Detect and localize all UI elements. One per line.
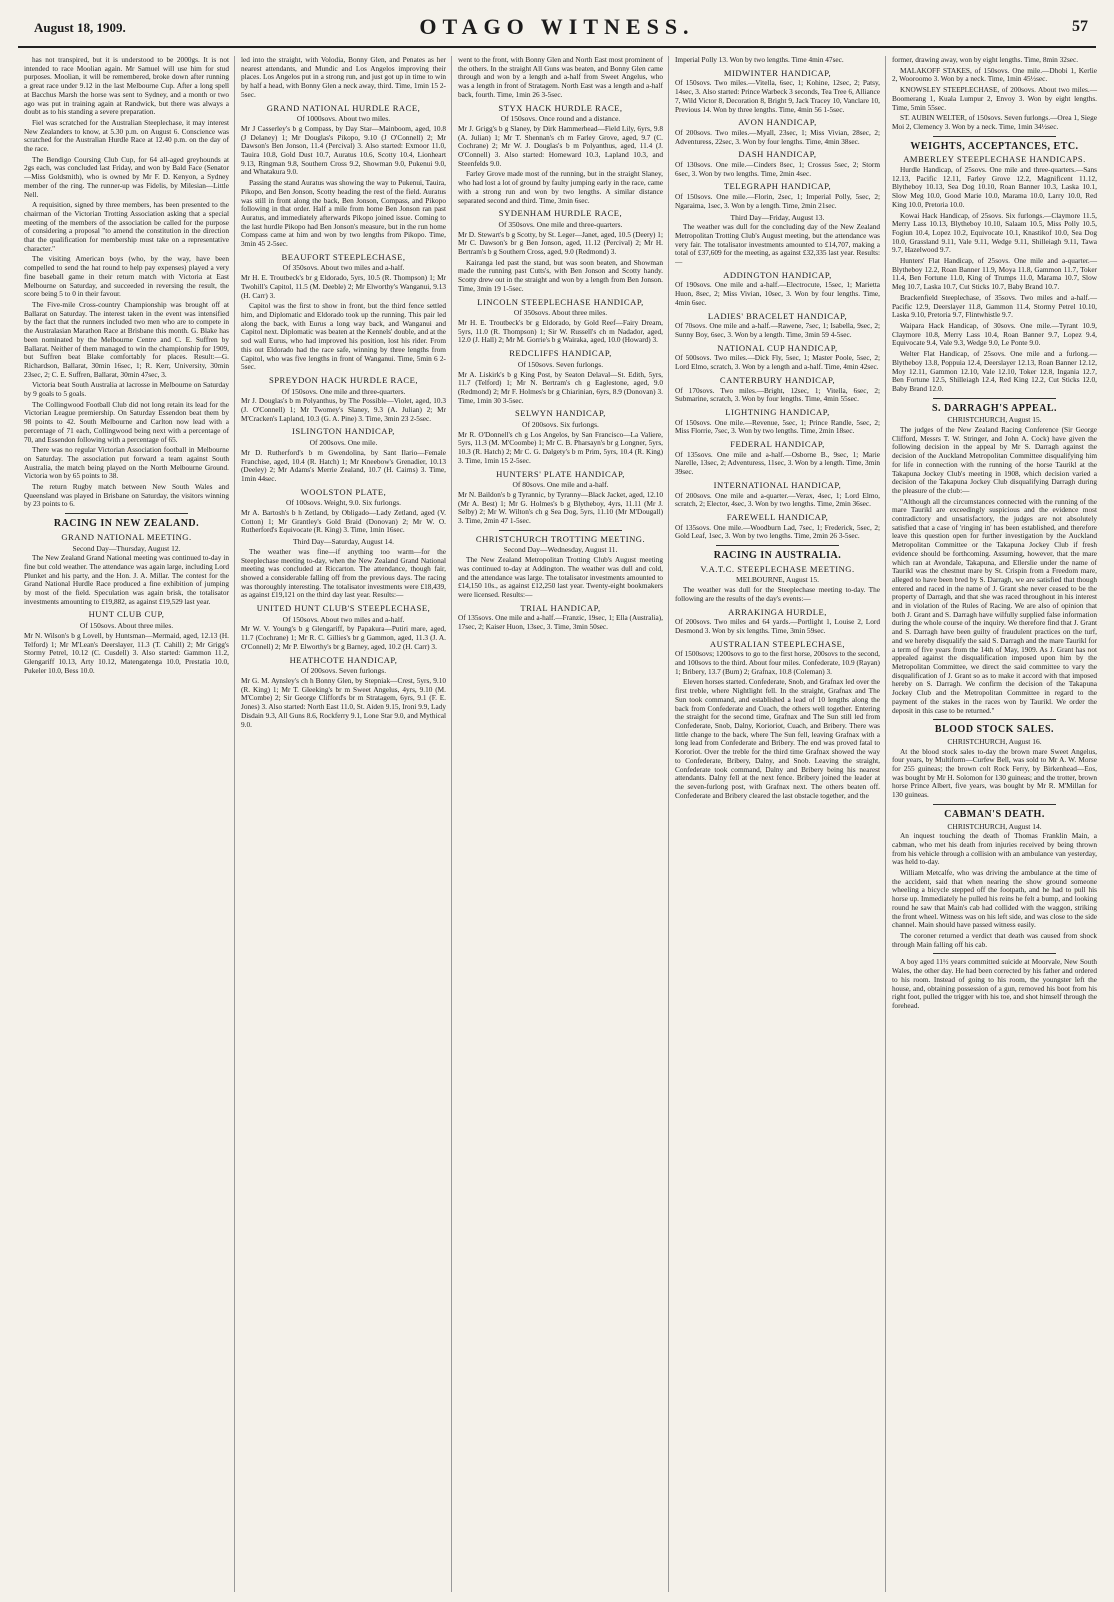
race-results: Of 200sovs. Two miles and 64 yards.—Portlight 1, Louise 2, Lord Desmond 3. Won by six lengths. Time, 3min 59sec. — [675, 617, 880, 635]
paragraph: The weather was dull for the Steeplechase meeting to-day. The following are the results of the day's events:— — [675, 585, 880, 603]
race-terms: Of 100sovs. Weight, 9.0. Six furlongs. — [285, 498, 402, 508]
paragraph: The Five-mile Cross-country Championship was brought off at Ballarat on Saturday. The interest taken in the event was intensified by the fact that the runners included two men who are to compete in the Australasian Marathon Race at Brisbane this month. G. Blake has been nominated by the Melbourne Centre and C. E. Suffren by Ballarat. Neither of them managed to win the championship for 1909, but Suffren beat Blake comfortably for places. Result:—G. Richardson, Ballarat, 30min 16sec, 1; R. Kerr, University, 30min 23sec, 2; C. E. Suffren, Ballarat, 30min 47sec, 3. — [24, 299, 229, 379]
paragraph: former, drawing away, won by eight lengths. Time, 8min 32sec. — [892, 56, 1079, 64]
section-heading: RACING IN AUSTRALIA. — [713, 550, 842, 562]
race-heading: TELEGRAPH HANDICAP, — [723, 181, 832, 192]
paragraph: The weather was fine—if anything too warm—for the Steeplechase meeting to-day, when the New Zealand Grand National meeting was concluded at Riccarton. The attendance, though fair, showed a considerable falling off from the previous days. The racing was thoroughly interesting. The totalisator investments were £18,439, as against £19,121 on the third day last year. Results:— — [241, 546, 446, 600]
paragraph: The return Rugby match between New South Wales and Queensland was played in Brisbane on Saturday, the visitors winning by 23 points to 6. — [24, 482, 229, 509]
dateline: Third Day—Friday, August 13. — [730, 212, 825, 222]
race-results: Of 500sovs. Two miles.—Dick Fly, 5sec, 1; Master Poole, 5sec, 2; Lord Elmo, scratch, 3. Won by a length and a-half. Time, 4min 42sec. — [675, 353, 880, 372]
race-results: Mr J Casserley's b g Compass, by Day Star—Mainboom, aged, 10.8 (J Delaney) 1; Mr Douglas's Pikopo, 9.10 (J O'Connell) 2; Mr Dawson's Ben Jonson, 11.4 (Percival) 3. Also started: Exmoor 11.0, Tauira 10.8, Gold Dust 10.7, Auratus 10.6, Scotty 10.4, Lionheart 9.13, Ringman 9.8, Southern Cross 9.2, Showman 9.0, Pukenui 9.0, and Whatakura 9.0. — [241, 123, 446, 177]
race-heading: REDCLIFFS HANDICAP, — [509, 348, 612, 359]
race-heading: HUNT CLUB CUP, — [88, 609, 165, 620]
divider — [933, 719, 1056, 720]
paragraph: The judges of the New Zealand Racing Conference (Sir George Clifford, Messrs T. W. Stringer, and John A. Cock) have given the following decision in the appeal by Mr S. Darragh against the decision of the Auckland Metropolitan Committee disqualifying him for life in connection with the running of the horse Taurikl at the Takapuna Jockey Club's meeting in 1908, which decision varied a decision of the Takapuna Jockey Club disqualifying Darragh during the pleasure of the club:— — [892, 425, 1097, 495]
paragraph: "Although all the circumstances connected with the running of the mare Taurikl are exceedingly suspicious and the evidence most contradictory and unsatisfactory, the judges are not absolutely satisfied that a case of 'ringing in' has been established, and therefore leave this question open for further investigation by the Auckland Metropolitan Committee or the Takapuna Jockey Club if fresh evidence should be forthcoming. Assuming, however, that the mare which ran at Avondale, Takapuna, and Ellerslie under the name of Taurikl was the chestnut mare by St. Crispin from a Freedom mare, alleged to have been bred by S. Darragh, we are satisfied that though entered and raced in the name of J. Grant she never ceased to be the property of Darragh, and that she was raced throughout in his interest and in violation of the Rules of Racing. We are also of opinion that both J. Grant and S. Darragh have wilfully supplied false information during the whole course of the inquiry. We therefore find that J. Grant and S. Darragh have been guilty of fraudulent practices on the turf, and we hereby disqualify the said S. Darragh and the mare Taurikl for a term of five years from the 14th of May, 1909. As J. Grant has not appealed against the disqualification imposed upon him by the Metropolitan Committee, we direct the said committee to vary the disqualification of J. Grant so as to make it accord with that imposed hereby on S. Darragh. We confirm the decision of the Takapuna Jockey Club and the Metropolitan Committee in regard to the payment of the stakes in the races won by Taurikl. We order the deposit in this case to be returned." — [892, 496, 1097, 715]
column-2 — [241, 56, 452, 1592]
race-terms: Of 150sovs. About three miles. — [79, 621, 174, 631]
column-3 — [458, 56, 669, 1592]
race-results: Mr H. E. Troutbeck's br g Eldorado, 5yrs, 10.5 (R. Thompson) 1; Mr Twohill's Capitol, 11.5 (M. Deeble) 2; Mr Elworthy's Wanganui, 9.13 (H. Carr) 3. — [241, 273, 446, 300]
race-heading: ARRAKINGA HURDLE, — [728, 606, 827, 617]
divider — [933, 804, 1056, 805]
race-results: Mr W. V. Young's b g Glengariff, by Papakura—Putiri mare, aged, 11.7 (Cochrane) 1; Mr R. C. Gillies's br g Gammon, aged, 11.3 (J. A. O'Connell) 2; Mr P. Elworthy's br g Barney, aged, 10.2 (H. Carr) 3. — [241, 624, 446, 651]
race-terms: Of 1000sovs. About two miles. — [296, 114, 391, 124]
paragraph: Fiel was scratched for the Australian Steeplechase, it may interest New Zealanders to know, at 5.30 p.m. on August 6. Conscience was scratched for the Australian Hurdle Race at 12.40 p.m. on the day of the race. — [24, 117, 229, 154]
column-1 — [24, 56, 235, 1592]
section-heading: RACING IN NEW ZEALAND. — [53, 518, 200, 530]
paragraph: led into the straight, with Volodia, Bonny Glen, and Penates as her nearest attendants, and Mundic and Los Angelos improving their places. Los Angelos put in a strong run, and just got up in time to win by half a head, with Bonny Glen a neck away, third. Time, 1min 15 2-5sec. — [241, 56, 446, 99]
dateline: CHRISTCHURCH, August 15. — [947, 415, 1042, 425]
subheading: V.A.T.C. STEEPLECHASE MEETING. — [700, 563, 855, 574]
race-terms: Of 150sovs. Seven furlongs. — [517, 359, 604, 369]
race-heading: NATIONAL CUP HANDICAP, — [717, 342, 838, 353]
divider — [933, 953, 1056, 954]
race-results: Mr G. M. Aynsley's ch h Bonny Glen, by Stepniak—Crest, 5yrs, 9.10 (R. King) 1; Mr T. Gleeking's br m Sweet Angelus, 4yrs, 9.10 (M. M'Combe) 2; Sir George Clifford's br m Stratagem, 6yrs, 9.1 (F. E. Jones) 3. Also started: North East 11.0, St. Aiden 9.15, Ironi 9.9, Lady Disdain 9.3, All Guns 8.6, Rockferry 9.1, Lone Star 9.0, and Mythical 9.0. — [241, 676, 446, 729]
race-heading: SPREYDON HACK HURDLE RACE, — [268, 374, 419, 385]
race-results: Of 135sovs. One mile and a-half.—Osborne B., 9sec, 1; Marie Narelle, 13sec, 2; Adventuress, 11sec, 3. Won by a length. Time, 3min 39sec. — [675, 449, 880, 477]
paragraph: Waipara Hack Handicap, of 30sovs. One mile.—Tyrant 10.9, Claymore 10.8, Merry Lass 10.4, Roan Banner 9.7, Lopez 9.4, Equivocate 9.4, Vale 9.3, Wedge 9.0, Le Ponte 9.0. — [892, 320, 1097, 348]
race-heading: WOOLSTON PLATE, — [300, 486, 387, 497]
paragraph: Welter Flat Handicap, of 25sovs. One mile and a furlong.—Blytheboy 13.8, Poppuia 12.4, Deerslayer 12.13, Roan Banner 12.12, Moy 12.11, Gammon 12.10, Vale 12.10, Toker 12.8, Ingania 12.7, Ben Fortune 12.5, Shilleiagh 12.4, Red King 12.2, Cut Sticks 12.0, Baby Brand 12.0. — [892, 349, 1097, 393]
race-results: Mr R. O'Donnell's ch g Los Angelos, by San Francisco—La Valiere, 5yrs, 11.3 (M. M'Coombe) 1; Mr C. B. Pharsayn's br g Longner, 5yrs, 10.3 (R. Hatch) 2; Mr C. G. Dalgety's b m Prim, 5yrs, 10.4 (R. King) 3. Time, 1min 15 2-5sec. — [458, 429, 663, 465]
paragraph: ST. AUBIN WELTER, of 150sovs. Seven furlongs.—Orea 1, Siege Moi 2, Clemency 3. Won by a neck. Time, 1min 34½sec. — [892, 113, 1097, 131]
race-results: Of 150sovs. Two miles.—Vitella, 6sec, 1; Kohine, 12sec, 2; Patsy, 14sec, 3. Also started: Prince Warbeck 3 seconds, Tea Tree 6, Alliance 7, Wild Victor 8, Decoration 8, Bright 9, Jack Tracey 10, Vanclare 10, Previous 14. Won by three lengths. Time, 4min 56 1-5sec. — [675, 78, 880, 114]
race-results: Of 70sovs. One mile and a-half.—Rawene, 7sec, 1; Isabella, 9sec, 2; Sunny Boy, 6sec, 3. Won by a length. Time, 3min 59 4-5sec. — [675, 321, 880, 339]
divider — [933, 136, 1056, 137]
paragraph: Hunters' Flat Handicap, of 25sovs. One mile and a-quarter.—Blytheboy 12.2, Roan Banner 11.9, Moya 11.8, Gammon 11.7, Toker 11.4, Ben Fortune 11.0, King of Trumps 11.0, Marama 10.7, Slow Meg 10.7, Laska 10.7, Cut Sticks 10.7, Baby Brand 10.7. — [892, 256, 1097, 292]
race-results: Mr N. Wilson's b g Lovell, by Huntsman—Mermaid, aged, 12.13 (H. Telford) 1; Mr M'Lean's Deerslayer, 11.3 (T. Cahill) 2; Mr Grigg's Stormy Petrel, 10.12 (C. Cusdell) 3. Also started: Gammon 11.2, Glengariff 10.13, Arty 10.12, Matengatenga 10.0, Prestatia 10.0, Pukeler 10.0, Bess 10.0. — [24, 630, 229, 675]
race-heading: TRIAL HANDICAP, — [520, 602, 601, 613]
race-terms: Of 150sovs. One mile and three-quarters. — [281, 386, 406, 396]
paragraph: went to the front, with Bonny Glen and North East most prominent of the others. In the straight All Guns was beaten, and Bonny Glen came through and won by a length and a-half from Sweet Angelus, who was a length in front of Stratagem. North East was a length and a-half back, fourth. Time, 1min 26 3-5sec. — [458, 56, 663, 99]
section-heading: CABMAN'S DEATH. — [944, 808, 1045, 820]
paragraph: Brackenfield Steeplechase, of 35sovs. Two miles and a-half.—Pacific 12.9, Deerslayer 11.8, Gammon 11.4, Stormy Petrel 10.10, Laska 9.10, Pretoria 9.7, Flintwhistle 9.7. — [892, 292, 1097, 320]
race-results: Of 135sovs. One mile and a-half.—Franzic, 19sec, 1; Ella (Australia), 17sec, 2; Kaiser Huon, 13sec, 3. Time, 3min 50sec. — [458, 613, 663, 632]
race-heading: SYDENHAM HURDLE RACE, — [498, 208, 623, 219]
paragraph: William Metcalfe, who was driving the ambulance at the time of the accident, said that when nearing the show ground someone wheeling a bicycle stepped off the footpath, and he had to pull his horse up. Immediately he pulled his reins he felt a bump, and looking round he saw that Main's cab had collided with the waggon, striking the front wheel. Witness was on his left side, and was close to the side channel. Main should have passed witness easily. — [892, 868, 1097, 930]
race-terms: Of 350sovs. About three miles. — [513, 308, 608, 318]
race-heading: LINCOLN STEEPLECHASE HANDICAP, — [477, 296, 644, 307]
paragraph: Farley Grove made most of the running, but in the straight Slaney, who had lost a lot of ground by faulty jumping early in the race, came with a strong run and won by two lengths. A similar distance separated second and third. Time, 3min 6sec. — [458, 169, 663, 205]
race-heading: SELWYN HANDICAP, — [515, 408, 606, 419]
paragraph: The visiting American boys (who, by the way, have been compelled to send the hat round to help pay expenses) played a very fine baseball game in their return match with Victoria at East Melbourne on Saturday, and succeeded in reversing the result, the score being 5 to 0 in their favour. — [24, 254, 229, 299]
paragraph: Passing the stand Auratus was showing the way to Pukenui, Tauira, Pikopo, and Ben Jonson, Scotty heading the rest of the field. Auratus was still in front along the back, Ben Jonson, Compass, and Pikopo following in that order. Half a mile from home Ben Jonson ran past Auratus, and immediately afterwards Pikopo joined issue. Coming to the last hurdle Pikopo had Ben Jonson's measure, but in the run home Compass came at him and won by two lengths from Pikopo. Time, 3min 45 2-5sec. — [241, 178, 446, 249]
race-heading: ISLINGTON HANDICAP, — [292, 426, 395, 437]
paragraph: Hurdle Handicap, of 25sovs. One mile and three-quarters.—Sans 12.13, Pacific 12.11, Farley Grove 12.2, Magnificent 11.12, Blytheboy 10.13, Sea Dog 10.10, Roan Banner 10.3, Laska 10.1, Slow Meg 10.0, Good Marie 10.0, Marama 10.0, Larry 10.0, Red King 10.0, Pretoria 10.0. — [892, 165, 1097, 209]
race-heading: LIGHTNING HANDICAP, — [725, 406, 830, 417]
race-terms: Of 80sovs. One mile and a-half. — [512, 480, 609, 490]
race-terms: Of 350sovs. About two miles and a-half. — [282, 263, 405, 273]
race-results: Mr J. Grigg's b g Slaney, by Dirk Hammerhead—Field Lily, 6yrs, 9.8 (A. Julian) 1; Mr T. Shennan's ch m Farley Grove, aged, 9.7 (C. Cochrane) 2; Mr W. J. Douglas's b m Polyanthus, aged, 11.4 (J. O'Connell) 3. Also started: Homeward 10.3, Lapland 10.3, and Steenfelds 9.0. — [458, 123, 663, 168]
race-results: Mr A. Bartosh's b h Zetland, by Obligado—Lady Zetland, aged (V. Cotton) 1; Mr Grantley's Gold Braid (Donovan) 2; Mr W. O. Rutherford's Equivocate (R. King) 3. Time, 1min 16sec. — [241, 508, 446, 535]
race-terms: Of 200sovs. One mile. — [309, 438, 378, 448]
race-heading: AUSTRALIAN STEEPLECHASE, — [709, 638, 846, 649]
dateline: MELBOURNE, August 15. — [736, 575, 819, 585]
paragraph: Imperial Polly 13. Won by two lengths. Time 4min 47sec. — [675, 56, 844, 64]
race-results: Of 170sovs. Two miles.—Bright, 12sec, 1; Vitella, 6sec, 2; Submarine, scratch, 3. Won by four lengths. Time, 4min 55sec. — [675, 385, 880, 404]
subheading: CHRISTCHURCH TROTTING MEETING. — [475, 533, 646, 544]
dateline: CHRISTCHURCH, August 16. — [947, 736, 1042, 746]
race-heading: MIDWINTER HANDICAP, — [723, 67, 832, 78]
section-heading: BLOOD STOCK SALES. — [934, 724, 1055, 736]
race-heading: FEDERAL HANDICAP, — [730, 439, 825, 450]
page-number: 57 — [1072, 18, 1088, 35]
dateline: Second Day—Thursday, August 12. — [72, 543, 181, 553]
paragraph: The coroner returned a verdict that death was caused from shock through Main falling off his cab. — [892, 930, 1097, 949]
race-heading: HUNTERS' PLATE HANDICAP, — [496, 468, 625, 479]
race-results: Of 135sovs. One mile.—Woodburn Lad, 7sec, 1; Frederick, 5sec, 2; Gold Leaf, 1sec, 3. Won by two lengths. Time, 2min 26 3-5sec. — [675, 522, 880, 541]
subheading: GRAND NATIONAL MEETING. — [61, 531, 192, 542]
race-terms: Of 150sovs. About two miles and a-half. — [282, 614, 405, 624]
masthead — [18, 6, 1096, 48]
divider — [716, 545, 839, 546]
race-results: Mr J. Douglas's b m Polyanthus, by The Possible—Violet, aged, 10.3 (J. O'Connell) 1; Mr Twomey's Slaney, 9.3 (A. Julian) 2; Mr M'Cracken's Lapland, 10.3 (G. A. Pine) 3. Time, 3min 23 2-5sec. — [241, 396, 446, 423]
dateline: CHRISTCHURCH, August 14. — [947, 821, 1042, 831]
paragraph: Kairanga led past the stand, but was soon beaten, and Showman made the running past Cutts's, with Ben Jonson and Scotty handy. Scotty drew out in the straight and won by a length from Ben Jonson. Time, 3min 19 1-5sec. — [458, 257, 663, 293]
paragraph: KNOWSLEY STEEPLECHASE, of 200sovs. About two miles.—Boomerang 1, Kuala Lumpur 2, Envoy 3. Won by eight lengths. Time, 5min 55sec. — [892, 85, 1097, 112]
section-heading: S. DARRAGH'S APPEAL. — [931, 402, 1057, 414]
race-results: Mr N. Baildon's b g Tyrannic, by Tyranny—Black Jacket, aged, 12.10 (Mr A. Best) 1; Mr G. Holmes's b g Blytheboy, 4yrs, 11.11 (Mr J. Selby) 2; Mr W. Wilton's ch g Sea Dog, 5yrs, 11.10 (Mr M'Dougall) 3. Time, 2min 47 1-5sec. — [458, 489, 663, 526]
paragraph: There was no regular Victorian Association football in Melbourne on Saturday. The association put forward a team against South Australia, the match being played on the North Melbourne Ground. Victoria won by 65 points to 38. — [24, 445, 229, 481]
race-results: Of 200sovs. Two miles.—Myall, 23sec, 1; Miss Vivian, 28sec, 2; Adventuress, 22sec, 3. Won by four lengths. Time, 4min 38sec. — [675, 127, 880, 146]
paragraph: Kowai Hack Handicap, of 25sovs. Six furlongs.—Claymore 11.5, Merry Lass 10.13, Blytheboy 10.10, Salaam 10.5, Miss Polly 10.5, Fogiun 10.4, Lopez 10.2, Equivocate 10.1, Knastikof 10.0, Sea Dog 10.0, Grassland 9.11, Vale 9.11, Wedge 9.11, Shilleiagh 9.11, Tawa 9.7, Hazelwood 9.7. — [892, 210, 1097, 255]
race-heading: STYX HACK HURDLE RACE, — [498, 102, 623, 113]
paragraph: Capitol was the first to show in front, but the third fence settled him, and Diplomatic and Eldorado took up the running. This pair led along the back, with Eurus a long way back, and Wanganui and Capitol next. Diplomatic was beaten at the Kennels' double, and at the sod wall Eurus, who had improved his position, lost his rider. From this out Eldorado had the race safe, winning by three lengths from Capitol, who was five lengths in front of Wanganui. Time, 5min 6 2-5sec. — [241, 301, 446, 372]
section-heading: WEIGHTS, ACCEPTANCES, ETC. — [910, 140, 1079, 152]
race-heading: INTERNATIONAL HANDICAP, — [713, 479, 842, 490]
paragraph: The New Zealand Metropolitan Trotting Club's August meeting was continued to-day at Addington. The weather was dull and cold, and the attendance was large. The totalisator investments amounted to £14,150 10s., as against £12,250 last year. Twenty-eight bookmakers were licensed. Results:— — [458, 555, 663, 599]
race-results: Of 150sovs. One mile.—Revenue, 5sec, 1; Prince Randle, 5sec, 2; Miss Florrie, 7sec, 3. Won by two lengths. Time, 2min 18sec. — [675, 417, 880, 436]
paragraph: At the blood stock sales to-day the brown mare Sweet Angelus, four years, by Multiform—Curfew Bell, was sold to Mr A. W. Morse for 255 guineas; the brown colt Rock Ferry, by Birkenhead—Eos, was bought by Mr H. Solomon for 130 guineas; and the trotter, brown horse Prince Albert, five years, was bought by Mr R. M'Millan for 130 guineas. — [892, 746, 1097, 800]
race-heading: FAREWELL HANDICAP, — [726, 511, 829, 522]
column-4 — [675, 56, 886, 1592]
race-terms: Of 150sovs. Once round and a distance. — [500, 114, 621, 124]
paragraph: The New Zealand Grand National meeting was continued to-day in fine but cold weather. The attendance was again large, including Lord Plunket and his party, and the Hon. J. A. Millar. The contest for the Grand National Hurdle Race produced a fine exhibition of jumping by most of the field. Speculation was again brisk, the totalisator investments amounting to £19,882, as against £19,529 last year. — [24, 553, 229, 606]
divider — [499, 530, 622, 531]
paragraph: has not transpired, but it is understood to be 2000gs. It is not intended to race Moolian again. Mr Samuel will use him for stud purposes. Moolian, it will be remembered, broke down after running a great race under 9.12 in the last Melbourne Cup. After a long spell at Bacchus Marsh the horse was sent to Sydney, and a month or two ago was put in training again at Randwick, but there was always a doubt as to his standing a severe preparation. — [24, 56, 229, 117]
dateline: Second Day—Wednesday, August 11. — [503, 545, 618, 555]
race-results: Mr D. Rutherford's b m Gwendolina, by Sant Ilario—Female Franchise, aged, 10.4 (R. Hatch) 1; Mr Kneebow's Grenadier, 10.13 (Deeley) 2; Mr Adams's Merrie Zealand, 10.7 (H. Cairns) 3. Time, 1min 44sec. — [241, 447, 446, 483]
race-heading: HEATHCOTE HANDICAP, — [289, 654, 398, 665]
race-heading: UNITED HUNT CLUB'S STEEPLECHASE, — [256, 603, 431, 614]
race-heading: AVON HANDICAP, — [738, 117, 817, 128]
race-results: Mr D. Stewart's b g Scotty, by St. Leger—Janet, aged, 10.5 (Deery) 1; Mr C. Dawson's br g Ben Jonson, aged, 11.12 (Percival) 2; Mr H. Bertram's b g Southern Cross, aged, 9.0 (Redmond) 3. — [458, 229, 663, 257]
paragraph: The Bendigo Coursing Club Cup, for 64 all-aged greyhounds at 2gs each, was concluded last Friday, and won by Bald Face (Senator—Miss Goldsmith), who is owned by Mr F. D. Kenyon, a Sydney member of the ring. The runner-up was Fidelis, by Milesian—Little Nell. — [24, 154, 229, 199]
race-terms: Of 200sovs. Six furlongs. — [522, 420, 599, 430]
race-heading: GRAND NATIONAL HURDLE RACE, — [266, 102, 421, 113]
paragraph: MALAKOFF STAKES, of 150sovs. One mile.—Dhobi 1, Kerlie 2, Wooroomo 3. Won by a neck. Time, 1min 45½sec. — [892, 65, 1097, 84]
race-heading: LADIES' BRACELET HANDICAP, — [707, 310, 848, 321]
race-results: Mr A. Liskirk's b g King Post, by Seaton Delaval—St. Edith, 5yrs, 11.7 (Telford) 1; Mr N. Bertram's ch g Eaglestone, aged, 9.0 (Redmond) 2; Mr F. Holmes's br g Chiarinian, 6yrs, 8.9 (Donovan) 3. Time, 1min 30 3-5sec. — [458, 369, 663, 405]
paragraph: The Collingwood Football Club did not long retain its lead for the Victorian League premiership. On Saturday Essendon beat them by 98 points to 42. South Melbourne and Carlton now lead with a percentage of 71 each, Collingwood being next with a percentage of 70, and Essendon following with a percentage of 65. — [24, 399, 229, 444]
race-results: Mr H. E. Troutbeck's br g Eldorado, by Gold Reef—Fairy Dream, 5yrs, 11.0 (R. Thompson) 1; Sir W. Russell's ch m Nadador, aged, 12.0 (J. Hall) 2; Mr M. Gorrie's b g Wairaka, aged, 10.0 (Howard) 3. — [458, 317, 663, 345]
issue-date: August 18, 1909. — [34, 20, 126, 35]
race-results: Of 190sovs. One mile and a-half.—Electrocute, 15sec, 1; Marietta Huon, 8sec, 2; Miss Vivian, 10sec, 3. Won by four lengths. Time, 4min 6sec. — [675, 280, 880, 307]
divider — [65, 513, 188, 514]
race-heading: BEAUFORT STEEPLECHASE, — [281, 251, 406, 262]
race-results: Of 200sovs. One mile and a-quarter.—Verax, 4sec, 1; Lord Elmo, scratch, 2; Elector, 4sec, 3. Won by two lengths. Time, 2min 36sec. — [675, 490, 880, 509]
race-results: Of 130sovs. One mile.—Cinders 8sec, 1; Crossus 5sec, 2; Storm 6sec, 3. Won by two lengths. Time, 2min 4sec. — [675, 160, 880, 178]
article-columns — [24, 56, 1102, 1592]
race-heading: CANTERBURY HANDICAP, — [719, 374, 836, 385]
subheading: AMBERLEY STEEPLECHASE HANDICAPS. — [903, 154, 1086, 165]
race-results: Of 150sovs. One mile.—Florin, 2sec, 1; Imperial Polly, 5sec, 2; Ngaraima, 1sec, 3. Won by a length. Time, 2min 21sec. — [675, 192, 880, 210]
column-5 — [892, 56, 1102, 1592]
race-heading: ADDINGTON HANDICAP, — [723, 269, 832, 280]
divider — [933, 398, 1056, 399]
paragraph: Eleven horses started. Confederate, Snob, and Grafnax led over the first treble, where Nightlight fell. In the straight, Grafnax and The Sun took command, and established a lead of 10 lengths along the back from Confederate and Cuach, the others well together. Entering the straight for the second time, Grafnax and The Sun still led from Confederate, Snob, Dalny, Korioriot, Cuach, and Bribery. There was little change to the back, where The Sun fell, leaving Grafnax with a long lead from Confederate and Bribery. The end was proved fatal to Kororiot. Over the treble for the third time Grafnax showed the way to Confederate, Bribery, Dalny, and Snob. Leaving the straight, Confederate took command, Dalny and Bribery being his nearest attendants. Dalny fell at the next fence. Bribery joined the leader at the seven-furlong post, with Grafnax next. The others beaten off. Confederate and Bribery cleared the last obstacle together, and the — [675, 677, 880, 800]
paragraph: The weather was dull for the concluding day of the New Zealand Metropolitan Trotting Club's August meeting, but the attendance was very fair. The totalisator investments amounted to £14,707, making a total of £37,609 for the meeting, as against £32,335 last year. Results:— — [675, 222, 880, 267]
race-results: Of 1500sovs; 1200sovs to go to the first horse, 200sovs to the second, and 100sovs to the third. About four miles. Confederate, 10.9 (Rayan) 1; Bribery, 13.7 (Burn) 2; Grafnax, 10.8 (Coleman) 3. — [675, 649, 880, 676]
race-terms: Of 350sovs. One mile and three-quarters. — [498, 219, 623, 229]
paragraph: A boy aged 11½ years committed suicide at Moorvale, New South Wales, the other day. He had been corrected by his father and ordered to his room. Instead of going to his room, the youngster left the house, and, obtaining possession of a gun, removed his boot from his right foot, pulled the trigger with his toe, and shot himself through the forehead. — [892, 957, 1097, 1010]
paragraph: Victoria beat South Australia at lacrosse in Melbourne on Saturday by 9 goals to 5 goals. — [24, 380, 229, 399]
race-terms: Of 200sovs. Seven furlongs. — [300, 666, 387, 676]
paragraph: A requisition, signed by three members, has been presented to the chairman of the Victorian Trotting Association asking that a special meeting of the members of the association be called for the purpose of considering a proposal "to amend the constitution in the direction that the qualification for membership must take on a representative character." — [24, 200, 229, 253]
paragraph: An inquest touching the death of Thomas Franklin Main, a cabman, who met his death from injuries received by being thrown from his vehicle through a collision with an ambulance van yesterday, was held to-day. — [892, 831, 1097, 867]
race-heading: DASH HANDICAP, — [738, 149, 817, 160]
newspaper-title: OTAGO WITNESS. — [419, 14, 695, 39]
dateline: Third Day—Saturday, August 14. — [293, 537, 394, 547]
